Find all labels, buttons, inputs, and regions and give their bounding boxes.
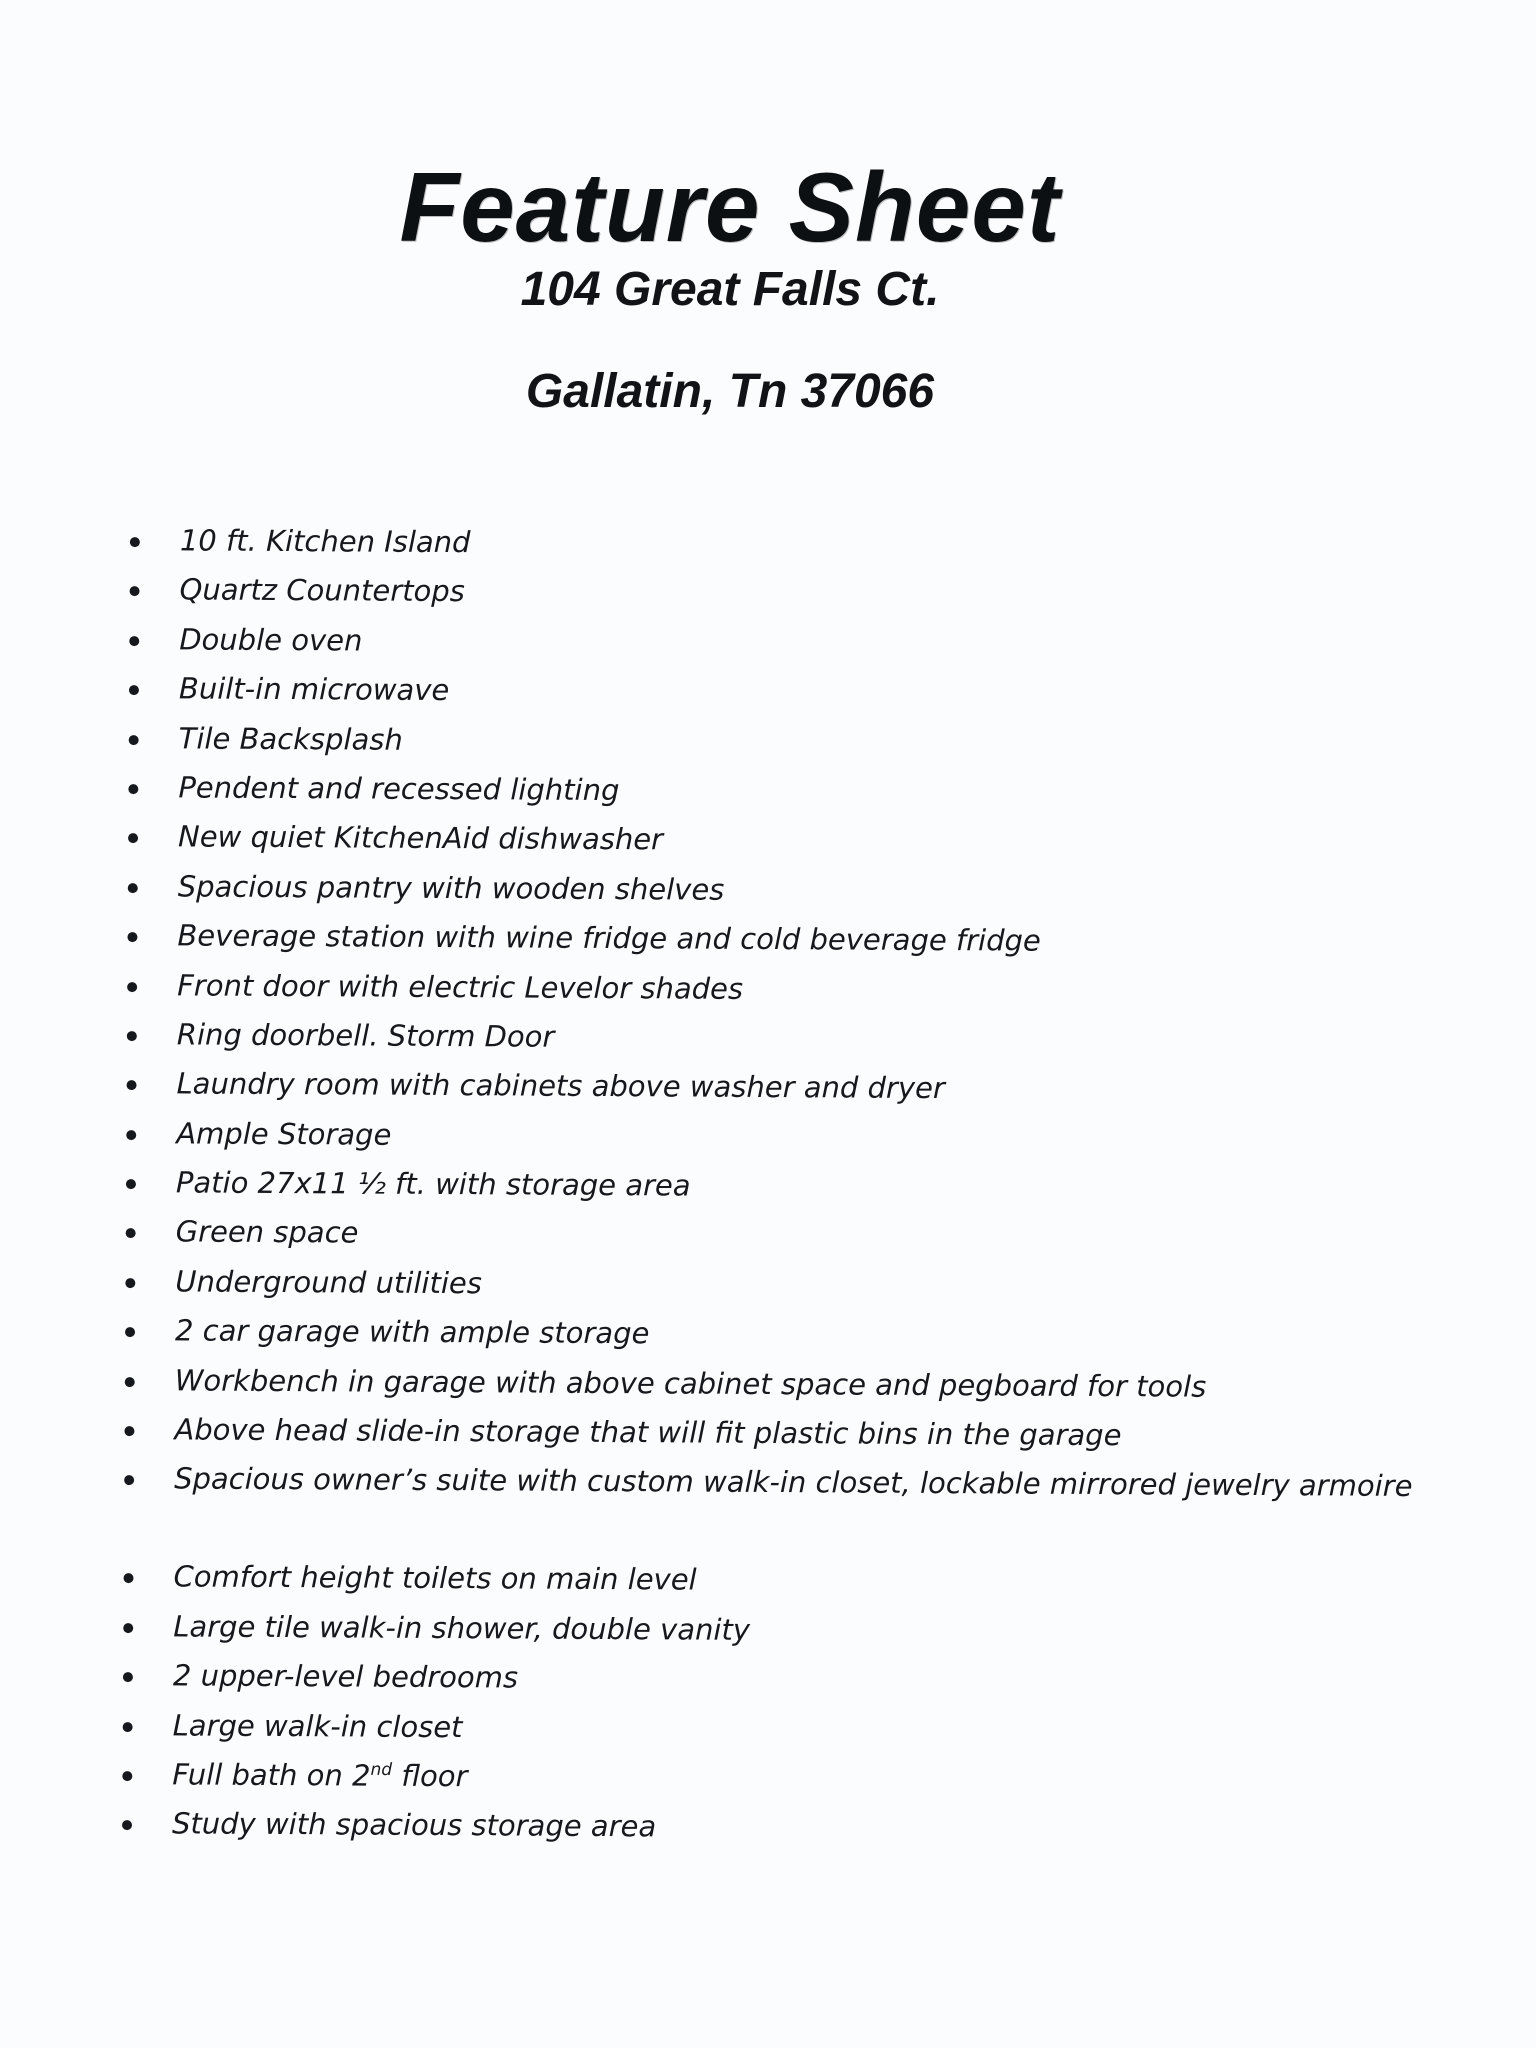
bullet-icon xyxy=(126,1130,136,1140)
bullet-icon xyxy=(124,1426,134,1436)
bullet-icon xyxy=(125,1278,135,1288)
feature-item xyxy=(115,967,1435,1024)
bullet-icon xyxy=(127,1031,137,1041)
bullet-icon xyxy=(125,1327,135,1337)
feature-text xyxy=(172,1757,467,1793)
feature-text: Comfort height toilets on main level xyxy=(173,1559,697,1597)
feature-text: Front door with electric Levelor shades xyxy=(177,967,744,1006)
feature-text-after: floor xyxy=(391,1758,468,1794)
bullet-icon xyxy=(126,1229,136,1239)
feature-item xyxy=(118,522,1438,579)
feature-item xyxy=(113,1263,1433,1320)
feature-text: Patio 27x11 ½ ft. with storage area xyxy=(175,1165,691,1203)
feature-item xyxy=(113,1362,1433,1419)
feature-list xyxy=(110,522,1438,1863)
feature-item xyxy=(111,1558,1431,1615)
feature-item xyxy=(113,1213,1433,1270)
feature-text: New quiet KitchenAid dishwasher xyxy=(177,819,664,857)
bullet-icon xyxy=(128,883,138,893)
feature-text: Ring doorbell. Storm Door xyxy=(176,1017,555,1054)
bullet-icon xyxy=(129,685,139,695)
bullet-icon xyxy=(127,982,137,992)
feature-item xyxy=(117,670,1437,727)
feature-text: 2 car garage with ample storage xyxy=(174,1313,650,1351)
feature-item xyxy=(113,1312,1433,1369)
feature-item xyxy=(112,1411,1432,1468)
feature-text: Double oven xyxy=(179,622,363,658)
bullet-icon xyxy=(128,833,138,843)
feature-text: Above head slide-in storage that will fit plastic bins in the garage xyxy=(174,1412,1122,1453)
feature-item xyxy=(111,1657,1431,1714)
feature-item xyxy=(114,1115,1434,1172)
feature-text-before: Full bath on 2 xyxy=(172,1757,371,1793)
bullet-icon xyxy=(127,932,137,942)
feature-item xyxy=(117,621,1437,678)
bullet-icon xyxy=(125,1377,135,1387)
feature-text: Ample Storage xyxy=(176,1116,392,1152)
feature-text: Green space xyxy=(175,1214,359,1250)
feature-item xyxy=(110,1805,1430,1862)
feature-text: Spacious owner’s suite with custom walk-in closet, lockable mirrored jewelry armoire xyxy=(174,1461,1413,1504)
feature-item xyxy=(117,571,1437,628)
feature-text: Beverage station with wine fridge and cold beverage fridge xyxy=(177,918,1041,958)
feature-text: 2 upper-level bedrooms xyxy=(172,1658,519,1695)
feature-text: Laundry room with cabinets above washer and dryer xyxy=(176,1066,945,1106)
bullet-icon xyxy=(130,537,140,547)
feature-item xyxy=(116,720,1436,777)
page-title: Feature Sheet xyxy=(399,151,1061,262)
bullet-icon xyxy=(122,1820,132,1830)
bullet-icon xyxy=(129,735,139,745)
feature-text: Underground utilities xyxy=(175,1264,483,1301)
feature-text: Pendent and recessed lighting xyxy=(178,770,620,808)
feature-item xyxy=(115,1016,1435,1073)
feature-item xyxy=(116,818,1436,875)
feature-text: Quartz Countertops xyxy=(179,572,465,609)
feature-text: Workbench in garage with above cabinet space and pegboard for tools xyxy=(174,1363,1207,1404)
feature-item xyxy=(115,917,1435,974)
bullet-icon xyxy=(128,784,138,794)
feature-text: Study with spacious storage area xyxy=(171,1806,657,1844)
bullet-icon xyxy=(123,1722,133,1732)
feature-text: Tile Backsplash xyxy=(178,720,403,757)
feature-item xyxy=(116,868,1436,925)
bullet-icon xyxy=(124,1573,134,1583)
feature-text: Built-in microwave xyxy=(178,671,450,708)
feature-text: Large tile walk-in shower, double vanity xyxy=(173,1609,751,1647)
ordinal-superscript: nd xyxy=(370,1759,393,1781)
feature-text: Large walk-in closet xyxy=(172,1707,463,1744)
feature-item xyxy=(111,1608,1431,1665)
address-street: 104 Great Falls Ct. xyxy=(520,263,940,316)
feature-item xyxy=(110,1707,1430,1764)
feature-item xyxy=(110,1756,1430,1813)
feature-item xyxy=(116,769,1436,826)
feature-text: Spacious pantry with wooden shelves xyxy=(177,869,725,907)
feature-item xyxy=(112,1460,1433,1566)
bullet-icon xyxy=(123,1672,133,1682)
bullet-icon xyxy=(129,636,139,646)
feature-item xyxy=(114,1164,1434,1221)
feature-item xyxy=(114,1065,1434,1122)
feature-text: 10 ft. Kitchen Island xyxy=(179,523,471,560)
address-city-state-zip: Gallatin, Tn 37066 xyxy=(525,365,935,418)
bullet-icon xyxy=(130,586,140,596)
bullet-icon xyxy=(127,1080,137,1090)
bullet-icon xyxy=(122,1771,132,1781)
bullet-icon xyxy=(123,1623,133,1633)
bullet-icon xyxy=(126,1179,136,1189)
bullet-icon xyxy=(124,1475,134,1485)
